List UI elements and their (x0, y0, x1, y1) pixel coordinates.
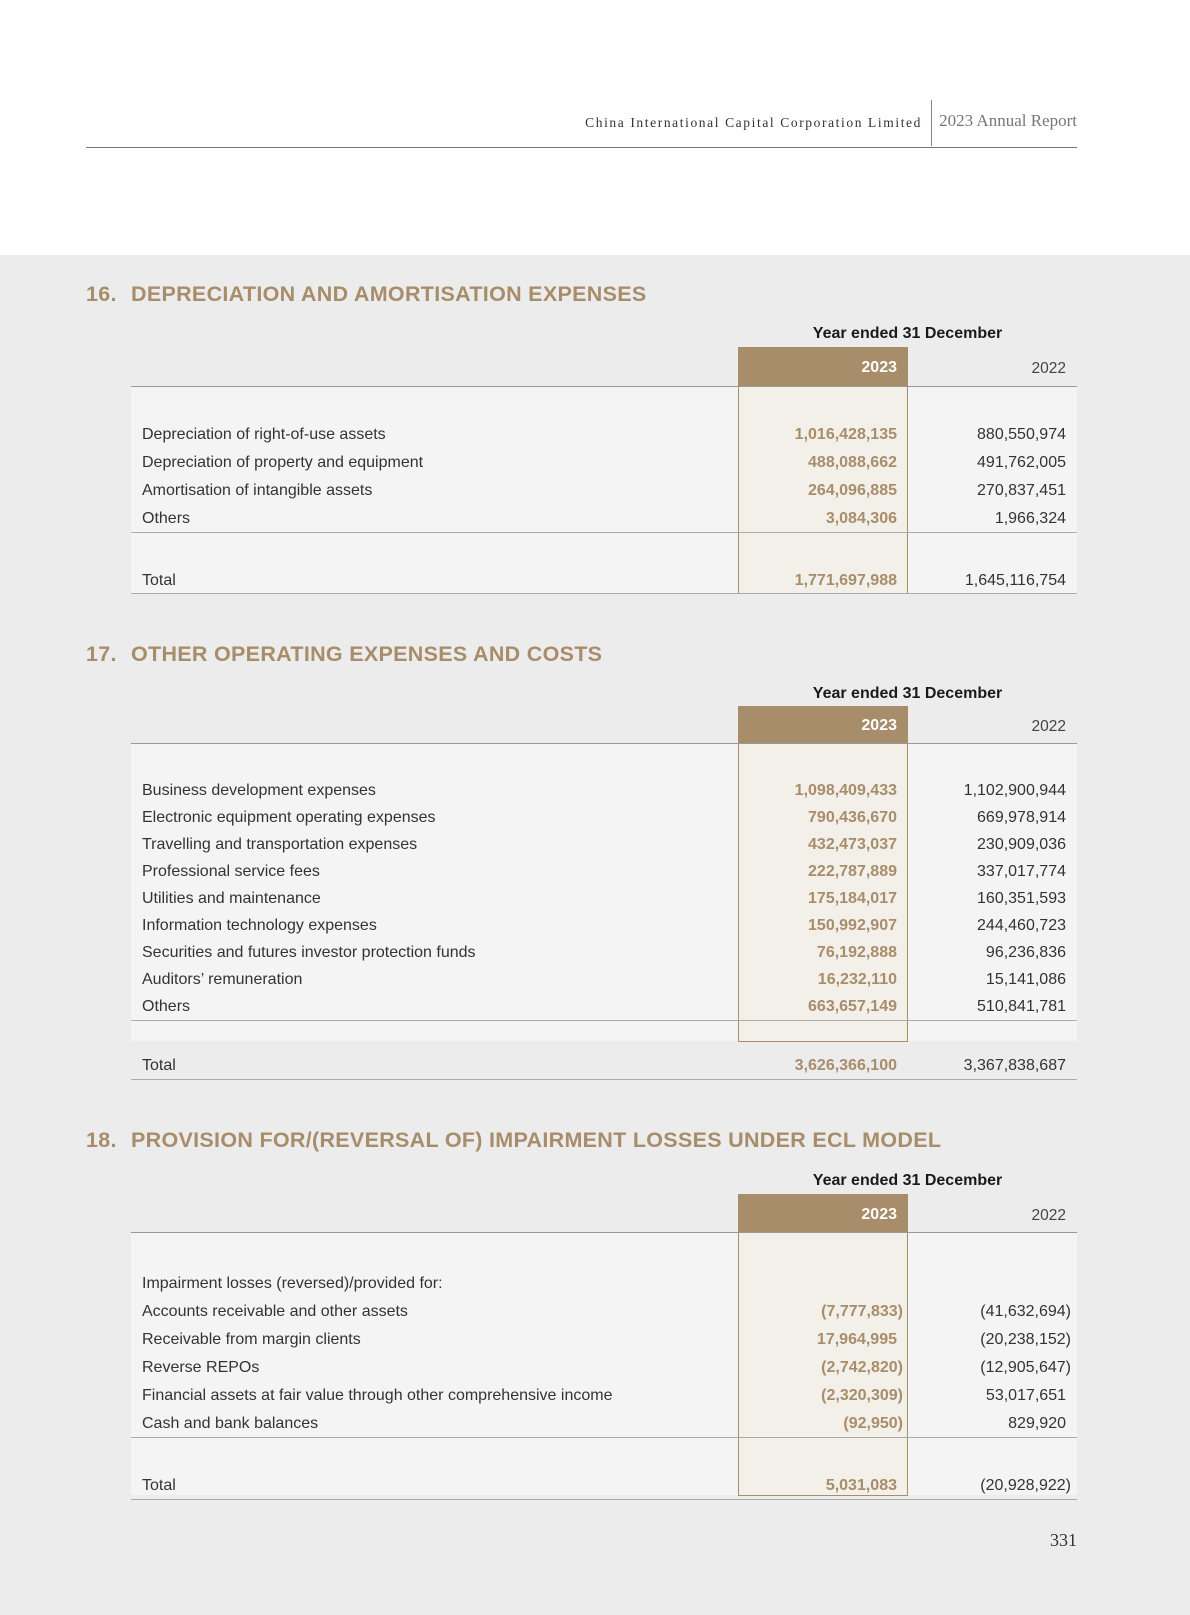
section-heading: OTHER OPERATING EXPENSES AND COSTS (131, 642, 603, 666)
table-row: Reverse REPOs (2,742,820) (12,905,647) (142, 1359, 1071, 1376)
column-header-current: 2023 (738, 347, 908, 387)
table-row: Utilities and maintenance 175,184,017 160,351,593 (142, 890, 1066, 907)
header-divider (931, 100, 932, 146)
section-title-16 (86, 282, 647, 307)
section-heading: DEPRECIATION AND AMORTISATION EXPENSES (131, 282, 647, 306)
table-row: Accounts receivable and other assets (7,777,833) (41,632,694) (142, 1303, 1071, 1320)
section-number: 17. (86, 642, 117, 666)
section-title-17 (86, 642, 602, 667)
column-header-prior: 2022 (1031, 1207, 1066, 1224)
table-row: Depreciation of right-of-use assets 1,016,428,135 880,550,974 (142, 426, 1066, 443)
period-label: Year ended 31 December (812, 325, 1003, 342)
column-header-current: 2023 (738, 706, 908, 744)
table-row: Auditors’ remuneration 16,232,110 15,141,086 (142, 971, 1066, 988)
total-row: Total 3,626,366,100 3,367,838,687 (142, 1057, 1066, 1074)
section-heading: PROVISION FOR/(REVERSAL OF) IMPAIRMENT LOSSES UNDER ECL MODEL (131, 1128, 942, 1152)
column-header-prior: 2022 (1031, 360, 1066, 377)
section-number: 18. (86, 1128, 117, 1152)
total-row: Total 5,031,083 (20,928,922) (142, 1477, 1071, 1494)
table-depreciation (131, 347, 1077, 597)
table-impairment (131, 1194, 1077, 1504)
column-header-current: 2023 (738, 1194, 908, 1233)
table-row: Others 3,084,306 1,966,324 (142, 510, 1066, 527)
total-row: Total 1,771,697,988 1,645,116,754 (142, 572, 1066, 589)
table-row: Professional service fees 222,787,889 337,017,774 (142, 863, 1066, 880)
table-row: Depreciation of property and equipment 488,088,662 491,762,005 (142, 454, 1066, 471)
table-row: Travelling and transportation expenses 432,473,037 230,909,036 (142, 836, 1066, 853)
table-row: Business development expenses 1,098,409,433 1,102,900,944 (142, 782, 1066, 799)
table-operating-expenses (131, 706, 1077, 1074)
period-label: Year ended 31 December (812, 685, 1003, 702)
company-name: China International Capital Corporation Limited (585, 115, 922, 130)
section-number: 16. (86, 282, 117, 306)
table-row: Information technology expenses 150,992,907 244,460,723 (142, 917, 1066, 934)
page-header (86, 100, 1077, 148)
table-row: Electronic equipment operating expenses 790,436,670 669,978,914 (142, 809, 1066, 826)
table-row: Securities and futures investor protection funds 76,192,888 96,236,836 (142, 944, 1066, 961)
page-number: 331 (1050, 1530, 1077, 1550)
subheading-row: Impairment losses (reversed)/provided for: (142, 1275, 443, 1292)
report-title: 2023 Annual Report (939, 111, 1077, 130)
section-title-18 (86, 1128, 941, 1153)
table-row: Cash and bank balances (92,950) 829,920 (142, 1415, 1066, 1432)
column-header-prior: 2022 (1031, 718, 1066, 735)
table-row: Receivable from margin clients 17,964,995 (20,238,152) (142, 1331, 1071, 1348)
table-row: Amortisation of intangible assets 264,096,885 270,837,451 (142, 482, 1066, 499)
table-row: Financial assets at fair value through other comprehensive income (2,320,309) 53,017,651 (142, 1387, 1066, 1404)
period-label: Year ended 31 December (812, 1172, 1003, 1189)
table-row: Others 663,657,149 510,841,781 (142, 998, 1066, 1015)
content-area (0, 255, 1190, 1615)
